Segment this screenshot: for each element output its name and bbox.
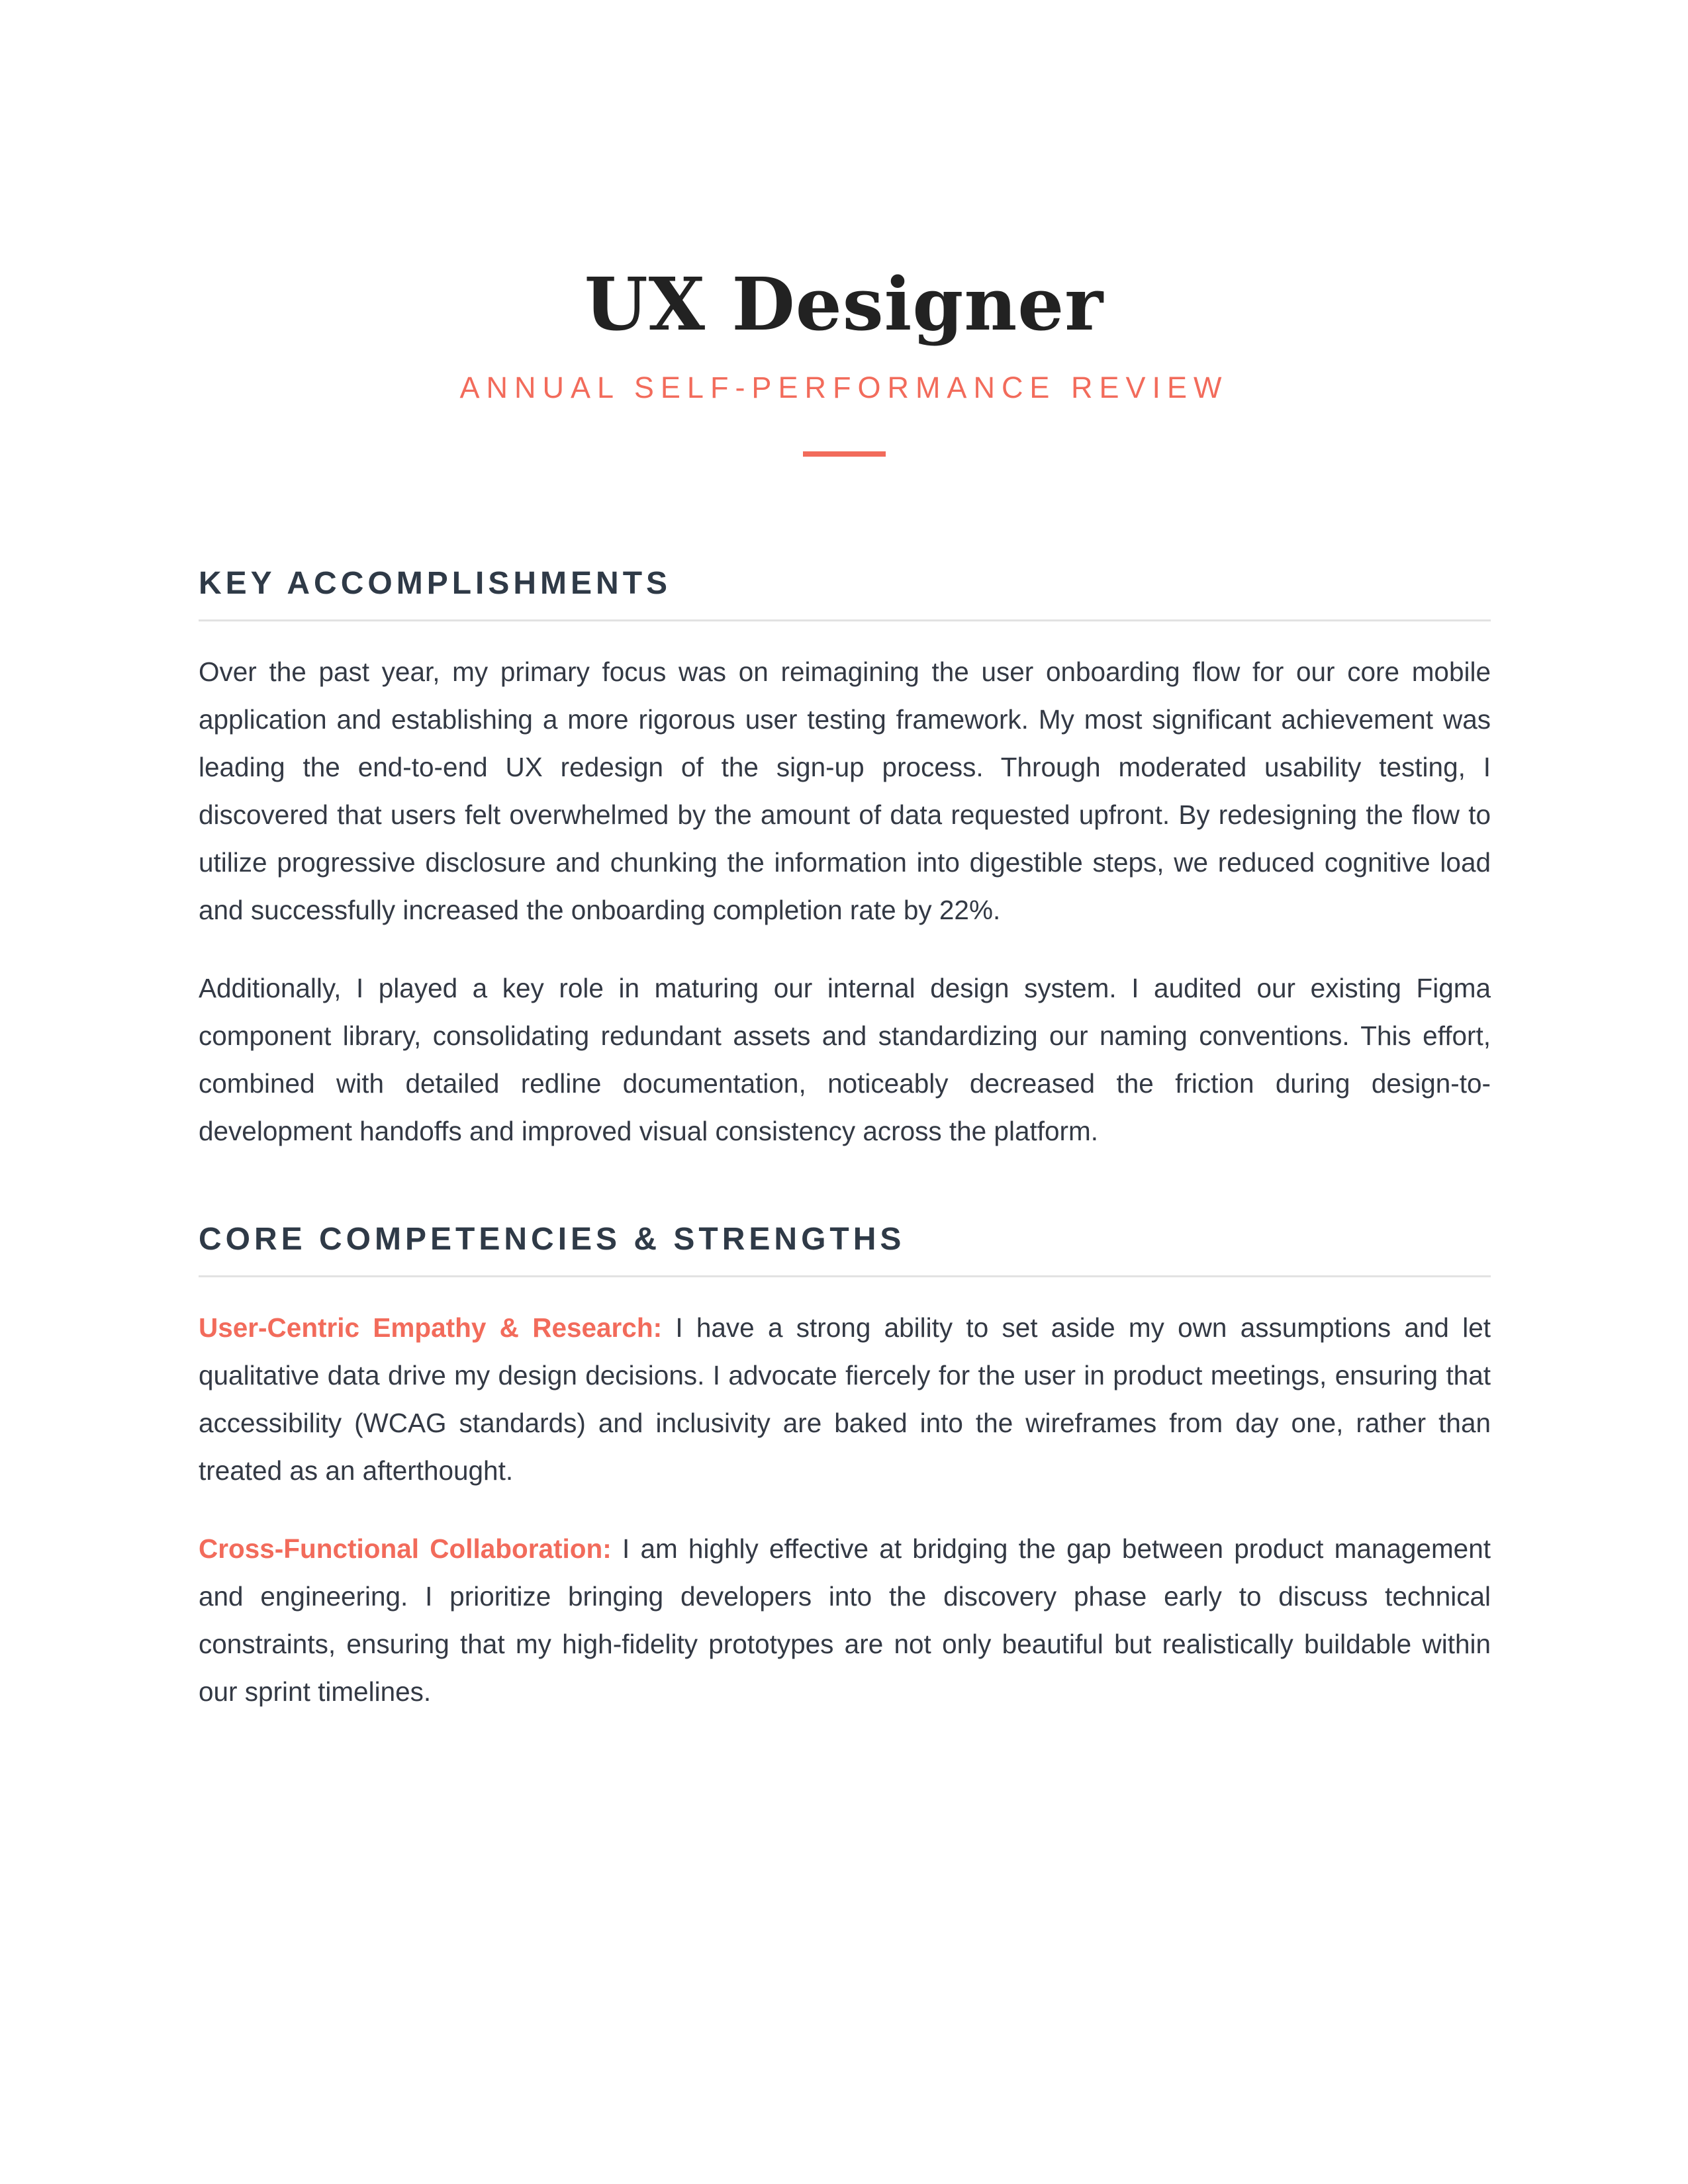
- competency-paragraph: [199, 1304, 1491, 1494]
- section-heading: KEY ACCOMPLISHMENTS: [199, 563, 1491, 621]
- section-core-competencies: [199, 1218, 1491, 1715]
- document-header: [0, 258, 1688, 457]
- competency-label: Cross-Functional Collaboration:: [199, 1533, 612, 1564]
- competency-text: I have a strong ability to set aside my own assumptions and let qualitative data drive my design decisions. I advocate fiercely for the user in product meetings, ensuring that accessibility (WCAG standards) and inclusivity are baked into the wireframes from day one, rather than treated as an afterthought.: [199, 1312, 1491, 1486]
- document-subtitle: ANNUAL SELF-PERFORMANCE REVIEW: [459, 371, 1229, 404]
- paragraph: Additionally, I played a key role in maturing our internal design system. I audited our existing Figma component library, consolidating redundant assets and standardizing our naming conventions. This effort, combined with detailed redline documentation, noticeably decreased the friction during design-to-development handoffs and improved visual consistency across the platform.: [199, 973, 1491, 1146]
- document-body: [199, 563, 1491, 1715]
- paragraph: Over the past year, my primary focus was on reimagining the user onboarding flow for our core mobile application and establishing a more rigorous user testing framework. My most significant achievement was leading the end-to-end UX redesign of the sign-up process. Through moderated usability testing, I discovered that users felt overwhelmed by the amount of data requested upfront. By redesigning the flow to utilize progressive disclosure and chunking the information into digestible steps, we reduced cognitive load and successfully increased the onboarding completion rate by 22%.: [199, 657, 1491, 925]
- section-key-accomplishments: [199, 563, 1491, 1155]
- competency-paragraph: [199, 1525, 1491, 1715]
- document-title: UX Designer: [584, 261, 1104, 347]
- accent-divider: [803, 451, 886, 457]
- competency-label: User-Centric Empathy & Research:: [199, 1312, 663, 1343]
- competency-text: I am highly effective at bridging the gap between product management and engineering. I prioritize bringing developers into the discovery phase early to discuss technical constraints, ensuring that my high-fidelity prototypes are not only beautiful but realistically buildable within our sprint timelines.: [199, 1533, 1491, 1707]
- section-heading: CORE COMPETENCIES & STRENGTHS: [199, 1218, 1491, 1277]
